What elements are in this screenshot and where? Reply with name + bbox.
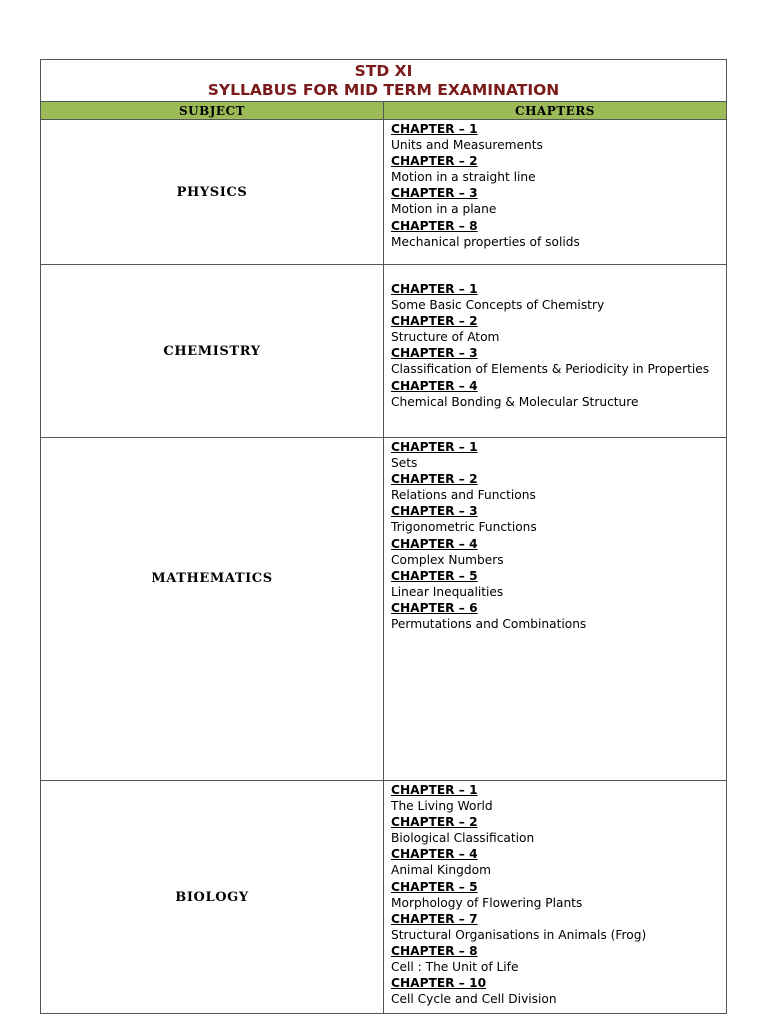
subject-name-physics: PHYSICS: [41, 120, 384, 265]
chapter-label: CHAPTER – 8: [391, 218, 478, 233]
chapter-label: CHAPTER – 2: [391, 472, 478, 487]
chapter-label: CHAPTER – 10: [391, 976, 487, 991]
title-cell: [41, 60, 727, 102]
chapter-label: CHAPTER – 4: [391, 536, 478, 551]
chapter-name: Linear Inequalities: [391, 584, 504, 599]
chapter-label: CHAPTER – 1: [391, 783, 478, 797]
subject-row-physics: [41, 120, 727, 265]
chapter-name: Structural Organisations in Animals (Frog): [391, 927, 647, 942]
chapter-label: CHAPTER – 7: [391, 911, 478, 926]
chapter-name: Structure of Atom: [391, 330, 500, 345]
chapter-label: CHAPTER – 8: [391, 943, 478, 958]
chapter-label: CHAPTER – 3: [391, 346, 478, 361]
chapter-name: Animal Kingdom: [391, 863, 491, 878]
chapter-label: CHAPTER – 1: [391, 282, 478, 296]
subject-row-mathematics: [41, 438, 727, 781]
chapter-label: CHAPTER – 6: [391, 600, 478, 615]
chapter-list-chemistry: [384, 265, 727, 438]
chapter-name: Some Basic Concepts of Chemistry: [391, 298, 605, 313]
chapter-label: CHAPTER – 1: [391, 122, 478, 136]
chapter-label: CHAPTER – 3: [391, 186, 478, 201]
chapter-name: Mechanical properties of solids: [391, 234, 580, 249]
chapter-label: CHAPTER – 2: [391, 154, 478, 169]
chapter-label: CHAPTER – 2: [391, 314, 478, 329]
chapter-name: Biological Classification: [391, 831, 535, 846]
title-syllabus: SYLLABUS FOR MID TERM EXAMINATION: [207, 81, 560, 99]
chapter-list-biology: [384, 781, 727, 1014]
chapter-name: Sets: [391, 456, 418, 471]
chapter-name: Motion in a plane: [391, 202, 497, 217]
chapter-name: Cell Cycle and Cell Division: [391, 992, 557, 1007]
header-chapters: CHAPTERS: [384, 102, 727, 120]
chapter-name: Motion in a straight line: [391, 170, 536, 185]
chapter-label: CHAPTER – 5: [391, 568, 478, 583]
title-std: STD XI: [354, 62, 413, 80]
chapter-name: The Living World: [391, 799, 493, 814]
syllabus-table: [40, 59, 727, 1014]
chapter-name: Classification of Elements & Periodicity in Properties: [391, 362, 710, 377]
chapter-list-physics: [384, 120, 727, 265]
chapter-name: Permutations and Combinations: [391, 617, 587, 632]
chapter-name: Chemical Bonding & Molecular Structure: [391, 394, 639, 409]
chapter-list-mathematics: [384, 438, 727, 781]
chapter-label: CHAPTER – 4: [391, 847, 478, 862]
chapter-name: Morphology of Flowering Plants: [391, 895, 583, 910]
chapter-name: Units and Measurements: [391, 138, 543, 153]
header-subject: SUBJECT: [41, 102, 384, 120]
chapter-name: Relations and Functions: [391, 488, 536, 503]
subject-name-biology: BIOLOGY: [41, 781, 384, 1014]
chapter-label: CHAPTER – 5: [391, 879, 478, 894]
subject-row-chemistry: [41, 265, 727, 438]
chapter-label: CHAPTER – 2: [391, 815, 478, 830]
table-header-row: [41, 102, 727, 120]
chapter-label: CHAPTER – 4: [391, 378, 478, 393]
chapter-name: Cell : The Unit of Life: [391, 960, 519, 975]
chapter-name: Trigonometric Functions: [391, 520, 537, 535]
subject-name-mathematics: MATHEMATICS: [41, 438, 384, 781]
subject-row-biology: [41, 781, 727, 1014]
subject-name-chemistry: CHEMISTRY: [41, 265, 384, 438]
chapter-label: CHAPTER – 1: [391, 440, 478, 454]
chapter-label: CHAPTER – 3: [391, 504, 478, 519]
chapter-name: Complex Numbers: [391, 552, 504, 567]
syllabus-document: [40, 59, 727, 1014]
